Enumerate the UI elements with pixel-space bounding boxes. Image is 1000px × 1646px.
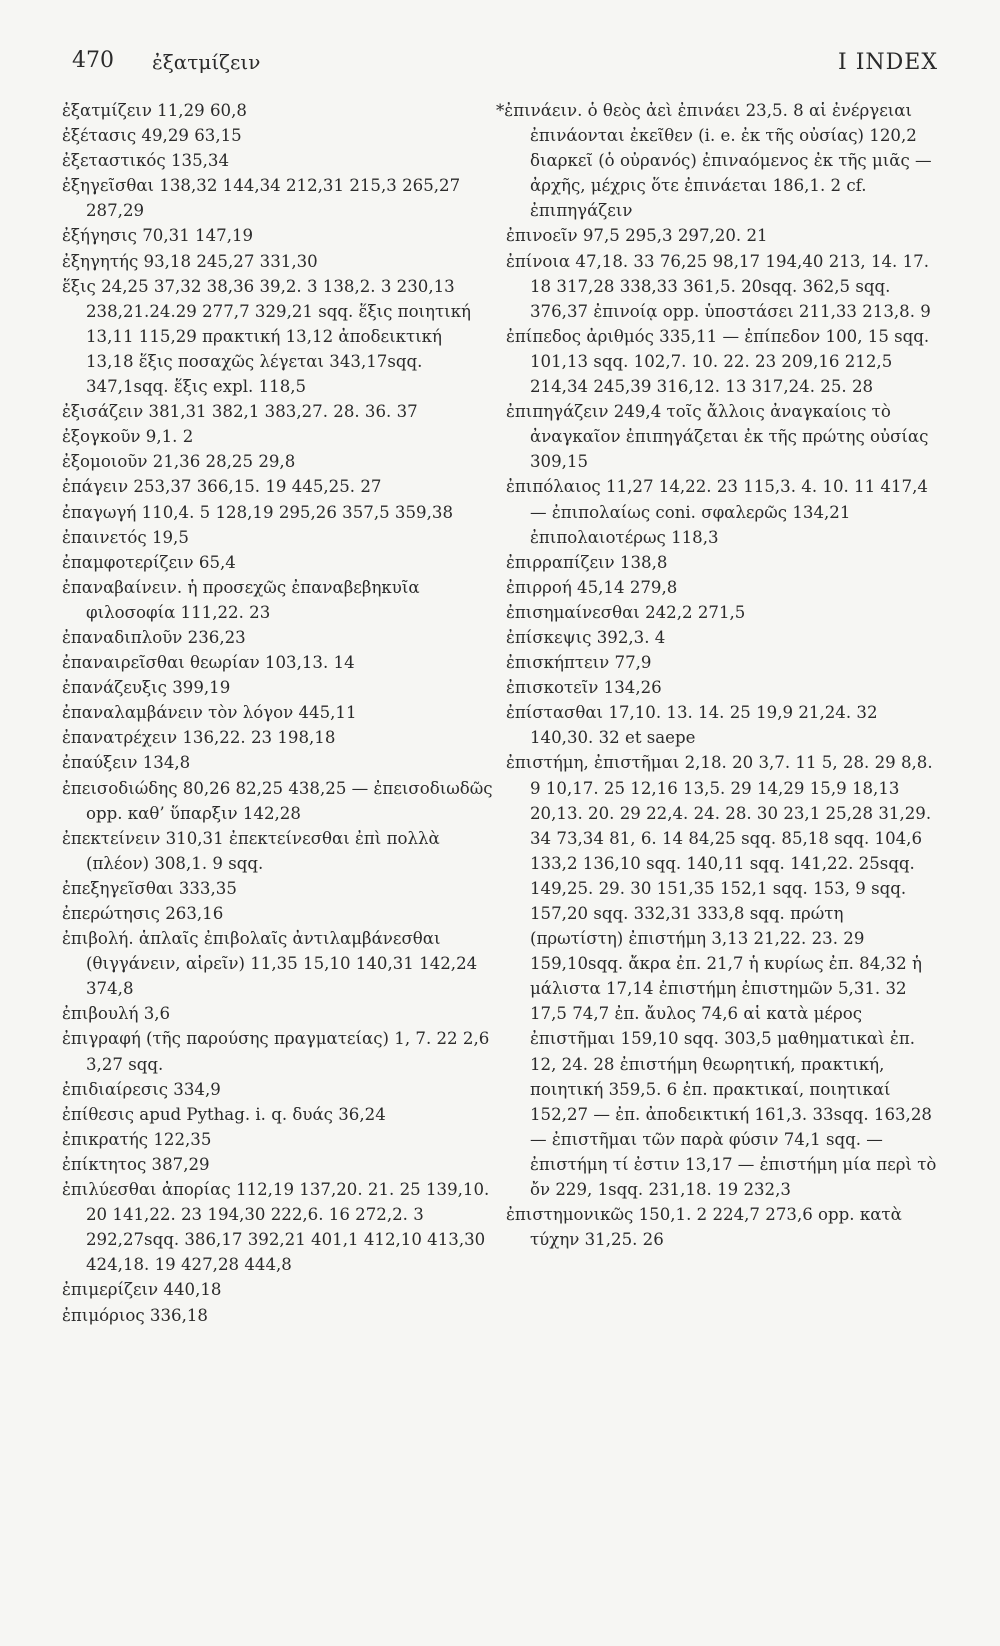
- index-entry: ἐξηγεῖσθαι 138,32 144,34 212,31 215,3 265,27 287,29: [62, 176, 461, 221]
- index-entry: ἐπανατρέχειν 136,22. 23 198,18: [62, 728, 336, 748]
- index-entry: ἐξισάζειν 381,31 382,1 383,27. 28. 36. 37: [62, 402, 418, 422]
- index-entry: ἐπιβολή. ἁπλαῖς ἐπιβολαῖς ἀντιλαμβάνεσθαι (θιγγάνειν, αἱρεῖν) 11,35 15,10 140,31 142,24 374,8: [62, 929, 478, 999]
- index-entry: ἐπάγειν 253,37 366,15. 19 445,25. 27: [62, 477, 382, 497]
- index-entry: ἐξηγητής 93,18 245,27 331,30: [62, 251, 318, 271]
- page-header: [72, 48, 938, 88]
- index-entry: *ἐπινάειν. ὁ θεὸς ἀεὶ ἐπινάει 23,5. 8 αἱ ἐνέργειαι ἐπινάονται ἐκεῖθεν (i. e. ἐκ τῆς οὐσίας) 120,2 διαρκεῖ (ὁ οὐρανός) ἐπιναόμενος ἐκ τῆς μιᾶς — ἀρχῆς, μέχρις ὅτε ἐπινάεται 186,1. 2 cf. ἐπιπηγάζειν: [496, 101, 932, 221]
- index-entry: ἐπιρροή 45,14 279,8: [506, 577, 678, 597]
- index-entry: ἐπανάζευξις 399,19: [62, 678, 231, 698]
- index-entry: ἐπίνοια 47,18. 33 76,25 98,17 194,40 213, 14. 17. 18 317,28 338,33 361,5. 20sqq. 362,5 sqq. 376,37 ἐπινοίᾳ opp. ὑποστάσει 211,33 213,8. 9: [506, 251, 931, 321]
- index-entry: ἐπιστημονικῶς 150,1. 2 224,7 273,6 opp. κατὰ τύχην 31,25. 26: [506, 1205, 902, 1250]
- index-entry: ἐπίπεδος ἀριθμός 335,11 — ἐπίπεδον 100, 15 sqq. 101,13 sqq. 102,7. 10. 22. 23 209,16 212,5 214,34 245,39 316,12. 13 317,24. 25. 28: [506, 326, 930, 397]
- index-entry: ἐξομοιοῦν 21,36 28,25 29,8: [62, 452, 296, 472]
- index-entry: ἐπεκτείνειν 310,31 ἐπεκτείνεσθαι ἐπὶ πολλὰ (πλέον) 308,1. 9 sqq.: [62, 828, 440, 873]
- index-entry: ἐπαναιρεῖσθαι θεωρίαν 103,13. 14: [62, 653, 355, 673]
- index-entry: ἐπεισοδιώδης 80,26 82,25 438,25 — ἐπεισοδιωδῶς opp. καθ’ ὕπαρξιν 142,28: [62, 778, 493, 823]
- index-entry: ἐπαμφοτερίζειν 65,4: [62, 552, 236, 572]
- index-entry: ἐπίκτητος 387,29: [62, 1154, 210, 1174]
- index-entry: ἐπιδιαίρεσις 334,9: [62, 1079, 221, 1099]
- page-number: 470: [72, 48, 114, 73]
- index-entry: ἐπιμερίζειν 440,18: [62, 1280, 222, 1300]
- index-entry: ἐπισκήπτειν 77,9: [506, 653, 652, 673]
- index-entry: ἐπίθεσις apud Pythag. i. q. δυάς 36,24: [62, 1104, 386, 1124]
- index-entry: ἐπαύξειν 134,8: [62, 753, 191, 773]
- index-entry: ἐπιστήμη, ἐπιστῆμαι 2,18. 20 3,7. 11 5, 28. 29 8,8. 9 10,17. 25 12,16 13,5. 29 14,29 15,9 18,13 20,13. 20. 29 22,4. 24. 28. 30 23,1 25,28 31,29. 34 73,34 81, 6. 14 84,25 sqq. 85,18 sqq. 104,6 133,2 136,10 sqq. 140,11 sqq. 141,22. 25sqq. 149,25. 29. 30 151,35 152,1 sqq. 153, 9 sqq. 157,20 sqq. 332,31 333,8 sqq. πρώτη (πρωτίστη) ἐπιστήμη 3,13 21,22. 23. 29 159,10sqq. ἄκρα ἐπ. 21,7 ἡ κυρίως ἐπ. 84,32 ἡ μάλιστα 17,14 ἐπιστήμη ἐπιστημῶν 5,31. 32 17,5 74,7 ἐπ. ἄυλος 74,6 αἱ κατὰ μέρος ἐπιστῆμαι 159,10 sqq. 303,5 μαθηματικαὶ ἐπ. 12, 24. 28 ἐπιστήμη θεωρητική, πρακτική, ποιητική 359,5. 6 ἐπ. πρακτικαί, ποιητικαί 152,27 — ἐπ. ἀποδεικτική 161,3. 33sqq. 163,28 — ἐπιστῆμαι τῶν παρὰ φύσιν 74,1 sqq. — ἐπιστήμη τί ἐστιν 13,17 — ἐπιστήμη μία περὶ τὸ ὄν 229, 1sqq. 231,18. 19 232,3: [506, 753, 937, 1200]
- index-entry: ἐπισημαίνεσθαι 242,2 271,5: [506, 602, 746, 622]
- index-entry: ἐπιρραπίζειν 138,8: [506, 552, 668, 572]
- index-entry: ἕξις 24,25 37,32 38,36 39,2. 3 138,2. 3 230,13 238,21.24.29 277,7 329,21 sqq. ἕξις ποιητική 13,11 115,29 πρακτική 13,12 ἀποδεικτική 13,18 ἕξις ποσαχῶς λέγεται 343,17sqq. 347,1sqq. ἕξις expl. 118,5: [62, 276, 472, 397]
- index-entry: ἐπισκοτεῖν 134,26: [506, 678, 662, 698]
- index-entry: ἐπαναδιπλοῦν 236,23: [62, 627, 246, 647]
- index-entry: ἐξέτασις 49,29 63,15: [62, 126, 242, 146]
- index-entry: ἐξογκοῦν 9,1. 2: [62, 427, 194, 447]
- index-entry: ἐπικρατής 122,35: [62, 1129, 212, 1149]
- running-headword: ἐξατμίζειν: [152, 50, 261, 74]
- index-entry: ἐπαναβαίνειν. ἡ προσεχῶς ἐπαναβεβηκυῖα φιλοσοφία 111,22. 23: [62, 577, 420, 622]
- index-column-right: [496, 98, 938, 1252]
- index-column-left: [62, 98, 494, 1328]
- index-entry: ἐπεξηγεῖσθαι 333,35: [62, 878, 237, 898]
- index-entry: ἐπίστασθαι 17,10. 13. 14. 25 19,9 21,24. 32 140,30. 32 et saepe: [506, 703, 878, 748]
- index-entry: ἐξεταστικός 135,34: [62, 151, 230, 171]
- index-entry: ἐξήγησις 70,31 147,19: [62, 226, 254, 246]
- index-entry: ἐπιμόριος 336,18: [62, 1305, 208, 1325]
- section-title: I INDEX: [838, 50, 938, 75]
- index-entry: ἐπιγραφή (τῆς παρούσης πραγματείας) 1, 7. 22 2,6 3,27 sqq.: [62, 1029, 490, 1074]
- index-entry: ἐπιλύεσθαι ἀπορίας 112,19 137,20. 21. 25 139,10. 20 141,22. 23 194,30 222,6. 16 272,2. 3 292,27sqq. 386,17 392,21 401,1 412,10 413,30 424,18. 19 427,28 444,8: [62, 1180, 490, 1275]
- index-entry: ἐπαναλαμβάνειν τὸν λόγον 445,11: [62, 703, 357, 723]
- index-entry: ἐπαγωγή 110,4. 5 128,19 295,26 357,5 359,38: [62, 502, 453, 522]
- index-entry: ἐπιπόλαιος 11,27 14,22. 23 115,3. 4. 10. 11 417,4 — ἐπιπολαίως coni. σφαλερῶς 134,21 ἐπιπολαιοτέρως 118,3: [506, 477, 928, 547]
- index-entry: ἐπίσκεψις 392,3. 4: [506, 627, 666, 647]
- index-entry: ἐπινοεῖν 97,5 295,3 297,20. 21: [506, 226, 768, 246]
- index-entry: ἐπαινετός 19,5: [62, 527, 189, 547]
- index-entry: ἐπιπηγάζειν 249,4 τοῖς ἄλλοις ἀναγκαίοις τὸ ἀναγκαῖον ἐπιπηγάζεται ἐκ τῆς πρώτης οὐσίας 309,15: [506, 402, 929, 472]
- index-entry: ἐπερώτησις 263,16: [62, 904, 224, 923]
- index-entry: ἐξατμίζειν 11,29 60,8: [62, 101, 247, 120]
- index-entry: ἐπιβουλή 3,6: [62, 1004, 171, 1024]
